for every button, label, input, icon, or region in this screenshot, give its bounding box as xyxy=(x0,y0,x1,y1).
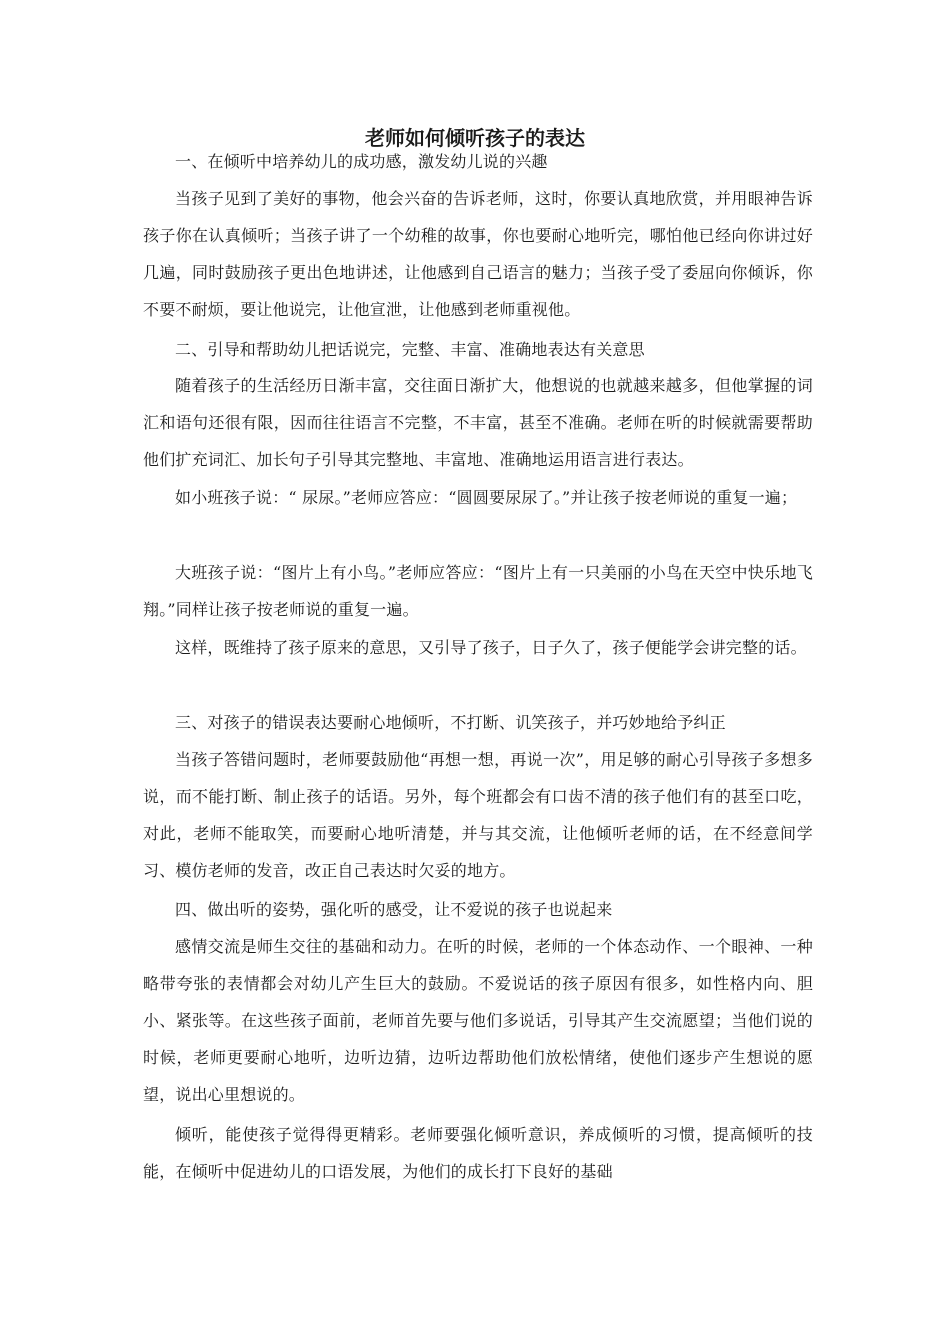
section-heading-3: 三、对孩子的错误表达要耐心地倾听，不打断、讥笑孩子，并巧妙地给予纠正 xyxy=(175,713,726,732)
paragraph-1: 当孩子见到了美好的事物，他会兴奋的告诉老师，这时，你要认真地欣赏，并用眼神告诉孩子你在认真倾听；当孩子讲了一个幼稚的故事，你也要耐心地听完，哪怕他已经向你讲过好几遍，同时鼓励孩子更出色地讲述，让他感到自己语言的魅力；当孩子受了委屈向你倾诉，你不要不耐烦，要让他说完，让他宣泄，让他感到老师重视他。 xyxy=(143,189,813,319)
paragraph-3-example-small-class: 如小班孩子说：“ 尿尿。”老师应答应：“圆圆要尿尿了。”并让孩子按老师说的重复一遍； xyxy=(175,488,798,507)
paragraph-8-conclusion: 倾听，能使孩子觉得得更精彩。老师要强化倾听意识，养成倾听的习惯，提高倾听的技能，在倾听中促进幼儿的口语发展，为他们的成长打下良好的基础 xyxy=(143,1125,813,1181)
document-title: 老师如何倾听孩子的表达 xyxy=(365,126,585,150)
paragraph-7: 感情交流是师生交往的基础和动力。在听的时候，老师的一个体态动作、一个眼神、一种略带夸张的表情都会对幼儿产生巨大的鼓励。不爱说话的孩子原因有很多，如性格内向、胆小、紧张等。在这些孩子面前，老师首先要与他们多说话，引导其产生交流愿望；当他们说的时候，老师更要耐心地听，边听边猜，边听边帮助他们放松情绪，使他们逐步产生想说的愿望，说出心里想说的。 xyxy=(143,937,813,1104)
paragraph-6: 当孩子答错问题时，老师要鼓励他“再想一想，再说一次”，用足够的耐心引导孩子多想多说，而不能打断、制止孩子的话语。另外，每个班都会有口齿不清的孩子他们有的甚至口吃，对此，老师不能取笑，而要耐心地听清楚，并与其交流，让他倾听老师的话，在不经意间学习、模仿老师的发音，改正自己表达时欠妥的地方。 xyxy=(143,750,813,880)
section-heading-4: 四、做出听的姿势，强化听的感受，让不爱说的孩子也说起来 xyxy=(175,900,613,919)
section-heading-1: 一、在倾听中培养幼儿的成功感，激发幼儿说的兴趣 xyxy=(175,152,548,171)
paragraph-4-example-large-class: 大班孩子说：“图片上有小鸟。”老师应答应：“图片上有一只美丽的小鸟在天空中快乐地飞翔。”同样让孩子按老师说的重复一遍。 xyxy=(143,563,813,619)
section-heading-2: 二、引导和帮助幼儿把话说完，完整、丰富、准确地表达有关意思 xyxy=(175,340,645,359)
paragraph-2: 随着孩子的生活经历日渐丰富，交往面日渐扩大，他想说的也就越来越多，但他掌握的词汇和语句还很有限，因而往往语言不完整，不丰富，甚至不准确。老师在听的时候就需要帮助他们扩充词汇、加长句子引导其完整地、丰富地、准确地运用语言进行表达。 xyxy=(143,376,813,469)
paragraph-5: 这样，既维持了孩子原来的意思，又引导了孩子，日子久了，孩子便能学会讲完整的话。 xyxy=(175,638,807,657)
